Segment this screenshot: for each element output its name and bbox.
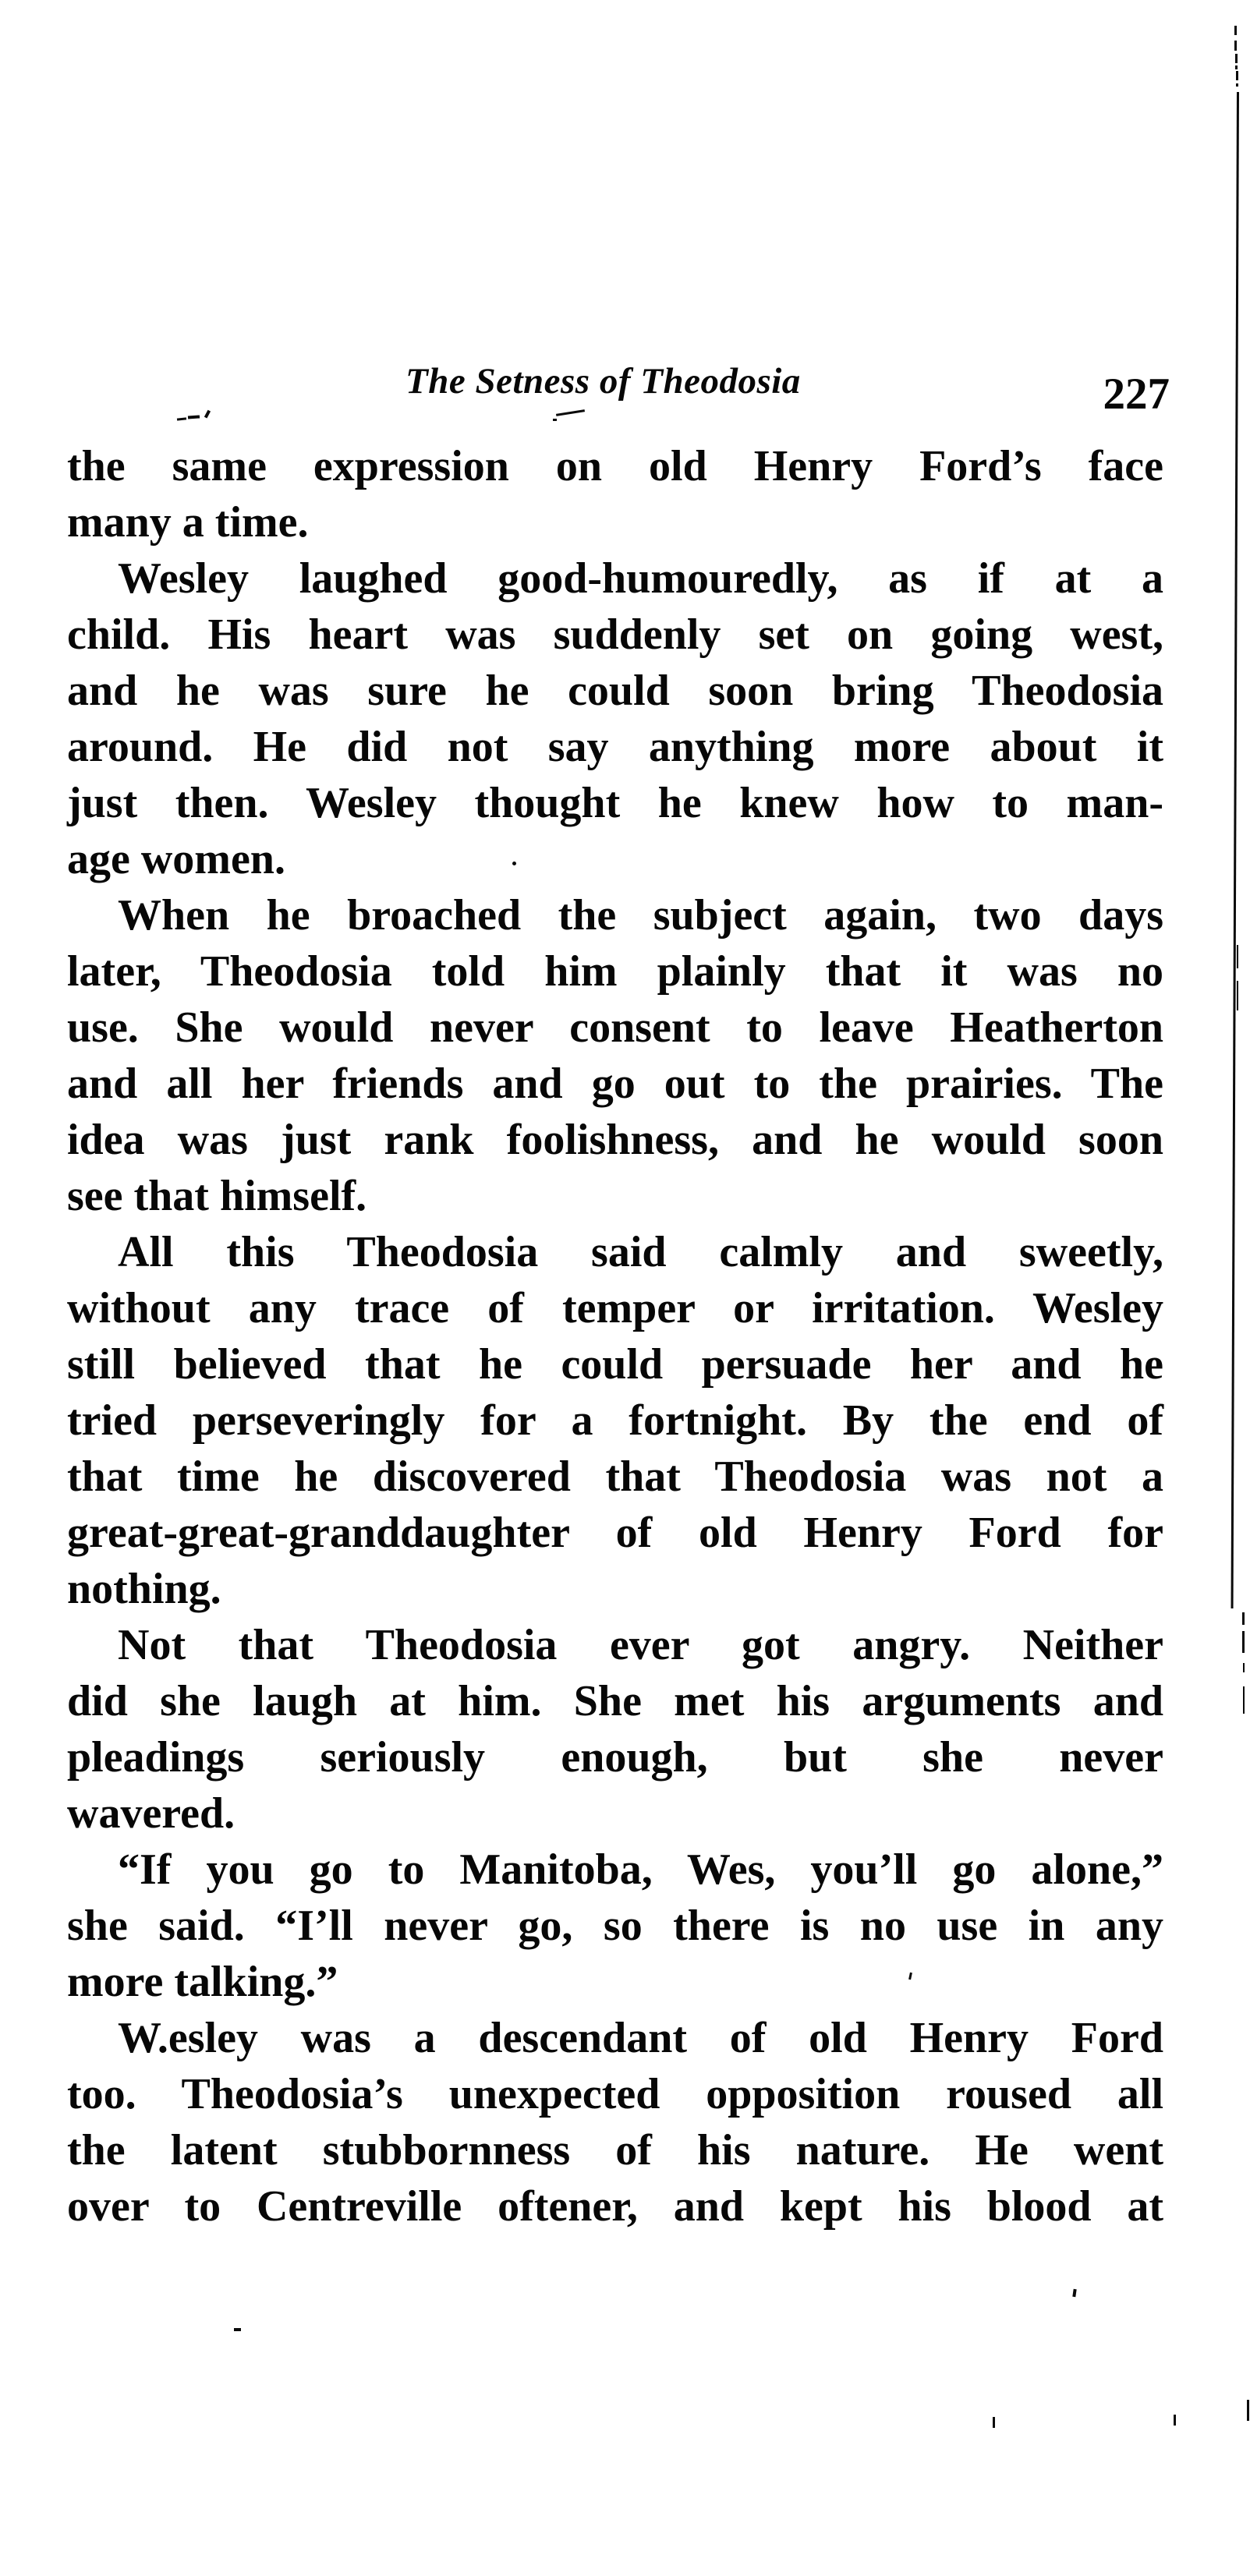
text-line: idea was just rank foolishness, and he would soon xyxy=(67,1116,1163,1164)
text-line: see that himself. xyxy=(67,1172,367,1220)
tick-mark xyxy=(993,2417,995,2428)
text-line: When he broached the subject again, two days xyxy=(118,891,1163,939)
text-line: just then. Wesley thought he knew how to man- xyxy=(67,779,1163,827)
text-line: around. He did not say anything more about it xyxy=(67,723,1163,771)
pencil-dash-under-title xyxy=(556,409,585,416)
page-edge-dash xyxy=(1234,26,1237,35)
text-line: later, Theodosia told him plainly that it was no xyxy=(67,947,1163,996)
pencil-scribble xyxy=(177,417,186,420)
text-line: Not that Theodosia ever got angry. Neither xyxy=(118,1621,1163,1669)
text-line: still believed that he could persuade her and he xyxy=(67,1340,1163,1389)
tick-mark xyxy=(1174,2415,1176,2426)
text-line: she said. “I’ll never go, so there is no use in any xyxy=(67,1902,1163,1950)
text-line: child. His heart was suddenly set on going west, xyxy=(67,610,1163,659)
text-line: the same expression on old Henry Ford’s face xyxy=(67,442,1163,490)
text-line: and all her friends and go out to the prairies. The xyxy=(67,1060,1163,1108)
page-edge-dash xyxy=(1237,945,1238,968)
text-line: did she laugh at him. She met his arguments and xyxy=(67,1677,1163,1725)
text-line: Wesley laughed good-humouredly, as if at a xyxy=(118,554,1163,603)
text-line: without any trace of temper or irritation. Wesley xyxy=(67,1284,1163,1332)
page-edge-dash xyxy=(1234,41,1237,51)
text-line: tried perseveringly for a fortnight. By the end of xyxy=(67,1396,1163,1445)
text-line: over to Centreville oftener, and kept his blood at xyxy=(67,2182,1163,2231)
text-line: more talking.” xyxy=(67,1958,338,2006)
pencil-scribble xyxy=(188,415,200,419)
body-text xyxy=(67,438,1163,2235)
running-title: The Setness of Theodosia xyxy=(405,361,801,402)
text-line: and he was sure he could soon bring Theodosia xyxy=(67,667,1163,715)
ink-speck xyxy=(234,2328,241,2331)
pencil-scribble xyxy=(204,410,211,418)
page-edge-dash xyxy=(1235,54,1238,63)
text-line: pleadings seriously enough, but she never xyxy=(67,1733,1163,1782)
text-line: too. Theodosia’s unexpected opposition roused all xyxy=(67,2070,1163,2118)
page-number: 227 xyxy=(1103,370,1170,419)
text-line: wavered. xyxy=(67,1789,235,1838)
page-edge-dash xyxy=(1237,981,1238,1010)
page-edge-dash xyxy=(1242,1631,1245,1653)
text-line: use. She would never consent to leave Heatherton xyxy=(67,1003,1163,1052)
text-line: “If you go to Manitoba, Wes, you’ll go alone,” xyxy=(118,1845,1163,1894)
page-edge-dash xyxy=(1243,1686,1245,1714)
text-line: age women. xyxy=(67,835,285,883)
page-edge-dash xyxy=(1242,1612,1245,1625)
page-edge-dash xyxy=(1236,71,1238,80)
ink-speck xyxy=(1072,2289,1076,2297)
page-edge-line xyxy=(1247,2400,1249,2421)
page-edge-dash xyxy=(1243,1663,1245,1672)
pencil-dash-under-title xyxy=(553,419,557,421)
page-edge-dash xyxy=(1235,65,1238,69)
text-line: nothing. xyxy=(67,1565,221,1613)
page-edge-dash xyxy=(1236,83,1238,87)
ink-speck xyxy=(512,862,516,865)
page-edge-line xyxy=(1231,92,1239,1608)
text-line: great-great-granddaughter of old Henry Ford for xyxy=(67,1509,1163,1557)
text-line: the latent stubbornness of his nature. He went xyxy=(67,2126,1163,2174)
text-line: All this Theodosia said calmly and sweetly, xyxy=(118,1228,1163,1276)
text-line: W.esley was a descendant of old Henry Ford xyxy=(118,2014,1163,2062)
text-line: that time he discovered that Theodosia was not a xyxy=(67,1453,1163,1501)
text-line: many a time. xyxy=(67,498,309,547)
